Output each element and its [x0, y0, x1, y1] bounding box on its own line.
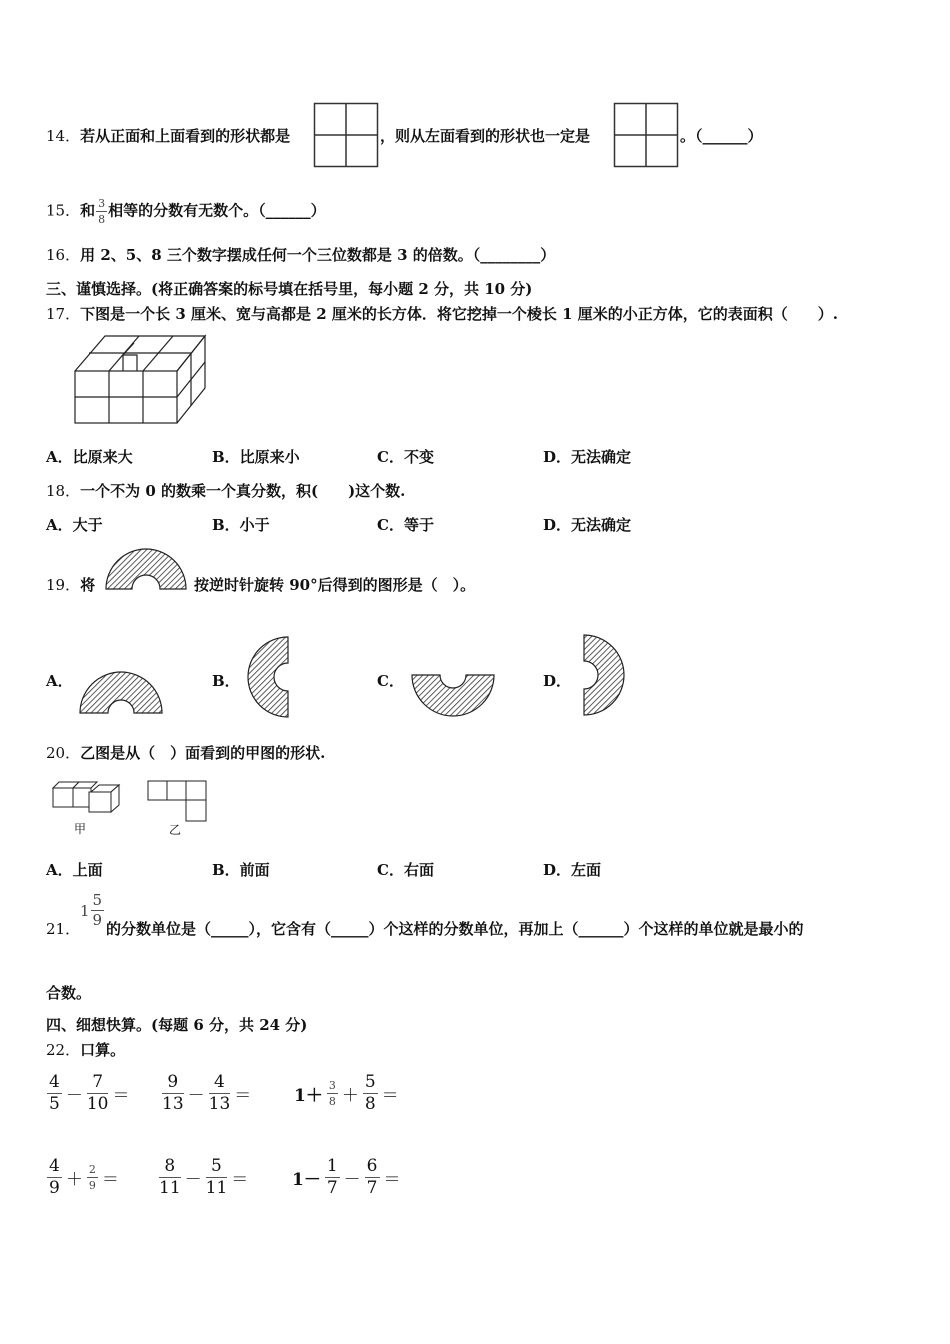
- question-number: 15．: [46, 201, 81, 220]
- numerator: 9: [162, 1074, 184, 1094]
- option-b[interactable]: B．小于: [212, 516, 270, 534]
- stem-arch-shape: [106, 549, 186, 589]
- denominator: 7: [326, 1178, 338, 1198]
- numerator: 4: [49, 1156, 60, 1176]
- option-c[interactable]: C．等于: [377, 516, 434, 534]
- question-text: 一个不为 0 的数乘一个真分数，积( )这个数.: [80, 482, 406, 500]
- leading-term: 1＋: [294, 1086, 323, 1106]
- fraction: [206, 1158, 228, 1197]
- option-d[interactable]: D．无法确定: [543, 448, 632, 466]
- option-a-shape: [80, 672, 162, 713]
- answer-blank[interactable]: 。（______）: [680, 127, 763, 145]
- equals: ＝: [101, 1170, 119, 1190]
- calc-item[interactable]: [292, 1158, 404, 1197]
- denominator: 9: [49, 1178, 60, 1198]
- question-text: 和: [80, 201, 96, 220]
- question-number: 19．: [46, 576, 81, 594]
- fraction: [325, 1158, 340, 1197]
- denominator: 9: [88, 1179, 96, 1192]
- fraction: [47, 1074, 62, 1113]
- numerator: 4: [49, 1072, 60, 1092]
- equals: ＝: [234, 1086, 252, 1106]
- question-number: 22．: [46, 1041, 81, 1059]
- option-a[interactable]: A．: [46, 672, 73, 690]
- section-heading-4: 四、细想快算。(每题 6 分，共 24 分): [46, 1016, 308, 1034]
- equals: ＝: [383, 1170, 401, 1190]
- option-a[interactable]: A．比原来大: [46, 448, 133, 466]
- fraction: [91, 893, 105, 928]
- operator: －: [187, 1086, 205, 1106]
- equals: ＝: [231, 1170, 249, 1190]
- question-text-cont: 合数。: [46, 984, 92, 1002]
- denominator: 11: [205, 1178, 228, 1198]
- calc-item[interactable]: [294, 1074, 402, 1113]
- question-21: [46, 919, 80, 939]
- operator: ＋: [65, 1170, 83, 1190]
- fraction: [327, 1080, 338, 1107]
- denominator: 13: [208, 1094, 231, 1114]
- question-text[interactable]: 的分数单位是（_____），它含有（_____）个这样的分数单位，再加上（______）个这样的单位就是最小的: [106, 920, 804, 938]
- option-d[interactable]: D．无法确定: [543, 516, 632, 534]
- option-c-shape: [412, 675, 494, 716]
- fraction: [159, 1158, 181, 1197]
- question-number: 17．: [46, 305, 81, 323]
- calc-item[interactable]: [46, 1158, 122, 1197]
- option-d[interactable]: D．: [543, 672, 572, 690]
- option-c[interactable]: C．: [377, 672, 404, 690]
- option-c[interactable]: C．右面: [377, 861, 434, 879]
- operator: －: [184, 1170, 202, 1190]
- fraction: [87, 1074, 109, 1113]
- denominator: 8: [328, 1095, 336, 1108]
- numerator: 6: [366, 1156, 378, 1176]
- question-text: 若从正面和上面看到的形状都是: [80, 127, 291, 145]
- question-number: 21．: [46, 920, 81, 938]
- numerator: 7: [87, 1074, 109, 1094]
- option-b[interactable]: B．前面: [212, 861, 270, 879]
- question-number: 16．: [46, 246, 81, 264]
- numerator: 3: [98, 197, 106, 210]
- denominator: 9: [92, 911, 103, 929]
- option-a[interactable]: A．大于: [46, 516, 103, 534]
- denominator: 8: [98, 213, 106, 226]
- question-text-post: 按逆时针旋转 90°后得到的图形是（ ）。: [194, 576, 476, 594]
- figure-label-jia: 甲: [74, 822, 87, 836]
- operator: ＋: [341, 1086, 359, 1106]
- option-c[interactable]: C．不变: [377, 448, 434, 466]
- question-text: 乙图是从（ ）面看到的甲图的形状.: [80, 744, 326, 762]
- figure-yi-view: [147, 780, 209, 824]
- equals: ＝: [112, 1086, 130, 1106]
- operator: －: [343, 1170, 361, 1190]
- fraction: [87, 1164, 98, 1191]
- operator: －: [65, 1086, 83, 1106]
- leading-term: 1－: [292, 1170, 321, 1190]
- numerator: 5: [206, 1158, 228, 1178]
- denominator: 8: [364, 1094, 376, 1114]
- whole-part: 1: [80, 901, 90, 920]
- question-20: [46, 743, 325, 763]
- question-text-mid: ，则从左面看到的形状也一定是: [380, 127, 591, 145]
- fraction: [209, 1074, 231, 1113]
- calc-item[interactable]: [161, 1074, 254, 1113]
- fraction: [47, 1158, 62, 1197]
- numerator: 4: [209, 1074, 231, 1094]
- option-a[interactable]: A．上面: [46, 861, 103, 879]
- numerator: 2: [88, 1163, 96, 1176]
- denominator: 13: [162, 1094, 184, 1114]
- question-text-post[interactable]: 相等的分数有无数个。（______）: [108, 201, 326, 220]
- figure-label-yi: 乙: [169, 823, 182, 837]
- fraction: [162, 1074, 184, 1113]
- equals: ＝: [381, 1086, 399, 1106]
- numerator: 3: [328, 1079, 336, 1092]
- fraction: [363, 1074, 378, 1113]
- denominator: 11: [159, 1178, 181, 1198]
- numerator: 5: [364, 1072, 376, 1092]
- denominator: 7: [366, 1178, 378, 1198]
- section-heading-3: 三、谨慎选择。(将正确答案的标号填在括号里，每小题 2 分，共 10 分): [46, 280, 533, 298]
- option-b-shape: [248, 637, 288, 717]
- fraction: [365, 1158, 380, 1197]
- question-number: 14．: [46, 127, 81, 145]
- numerator: 1: [326, 1156, 338, 1176]
- denominator: 10: [86, 1094, 109, 1114]
- question-number: 18．: [46, 482, 81, 500]
- question-22: [46, 1040, 125, 1060]
- question-text: 将: [80, 576, 96, 594]
- question-text: 口算。: [80, 1041, 126, 1059]
- option-b[interactable]: B．比原来小: [212, 448, 300, 466]
- calc-item[interactable]: [46, 1074, 132, 1113]
- question-number: 20．: [46, 744, 81, 762]
- option-d-shape: [584, 635, 624, 715]
- calc-item[interactable]: [158, 1158, 251, 1197]
- option-d[interactable]: D．左面: [543, 861, 602, 879]
- numerator: 8: [159, 1158, 181, 1178]
- option-b[interactable]: B．: [212, 672, 240, 690]
- figure-jia-cubes: [52, 780, 122, 816]
- mixed-number: [80, 893, 105, 928]
- denominator: 5: [49, 1094, 60, 1114]
- question-text: 下图是一个长 3 厘米、宽与高都是 2 厘米的长方体．将它挖掉一个棱长 1 厘米的小正方体，它的表面积（ ）.: [80, 305, 838, 323]
- question-text[interactable]: 用 2、5、8 三个数字摆成任何一个三位数都是 3 的倍数。（________）: [80, 246, 556, 264]
- numerator: 5: [92, 891, 103, 909]
